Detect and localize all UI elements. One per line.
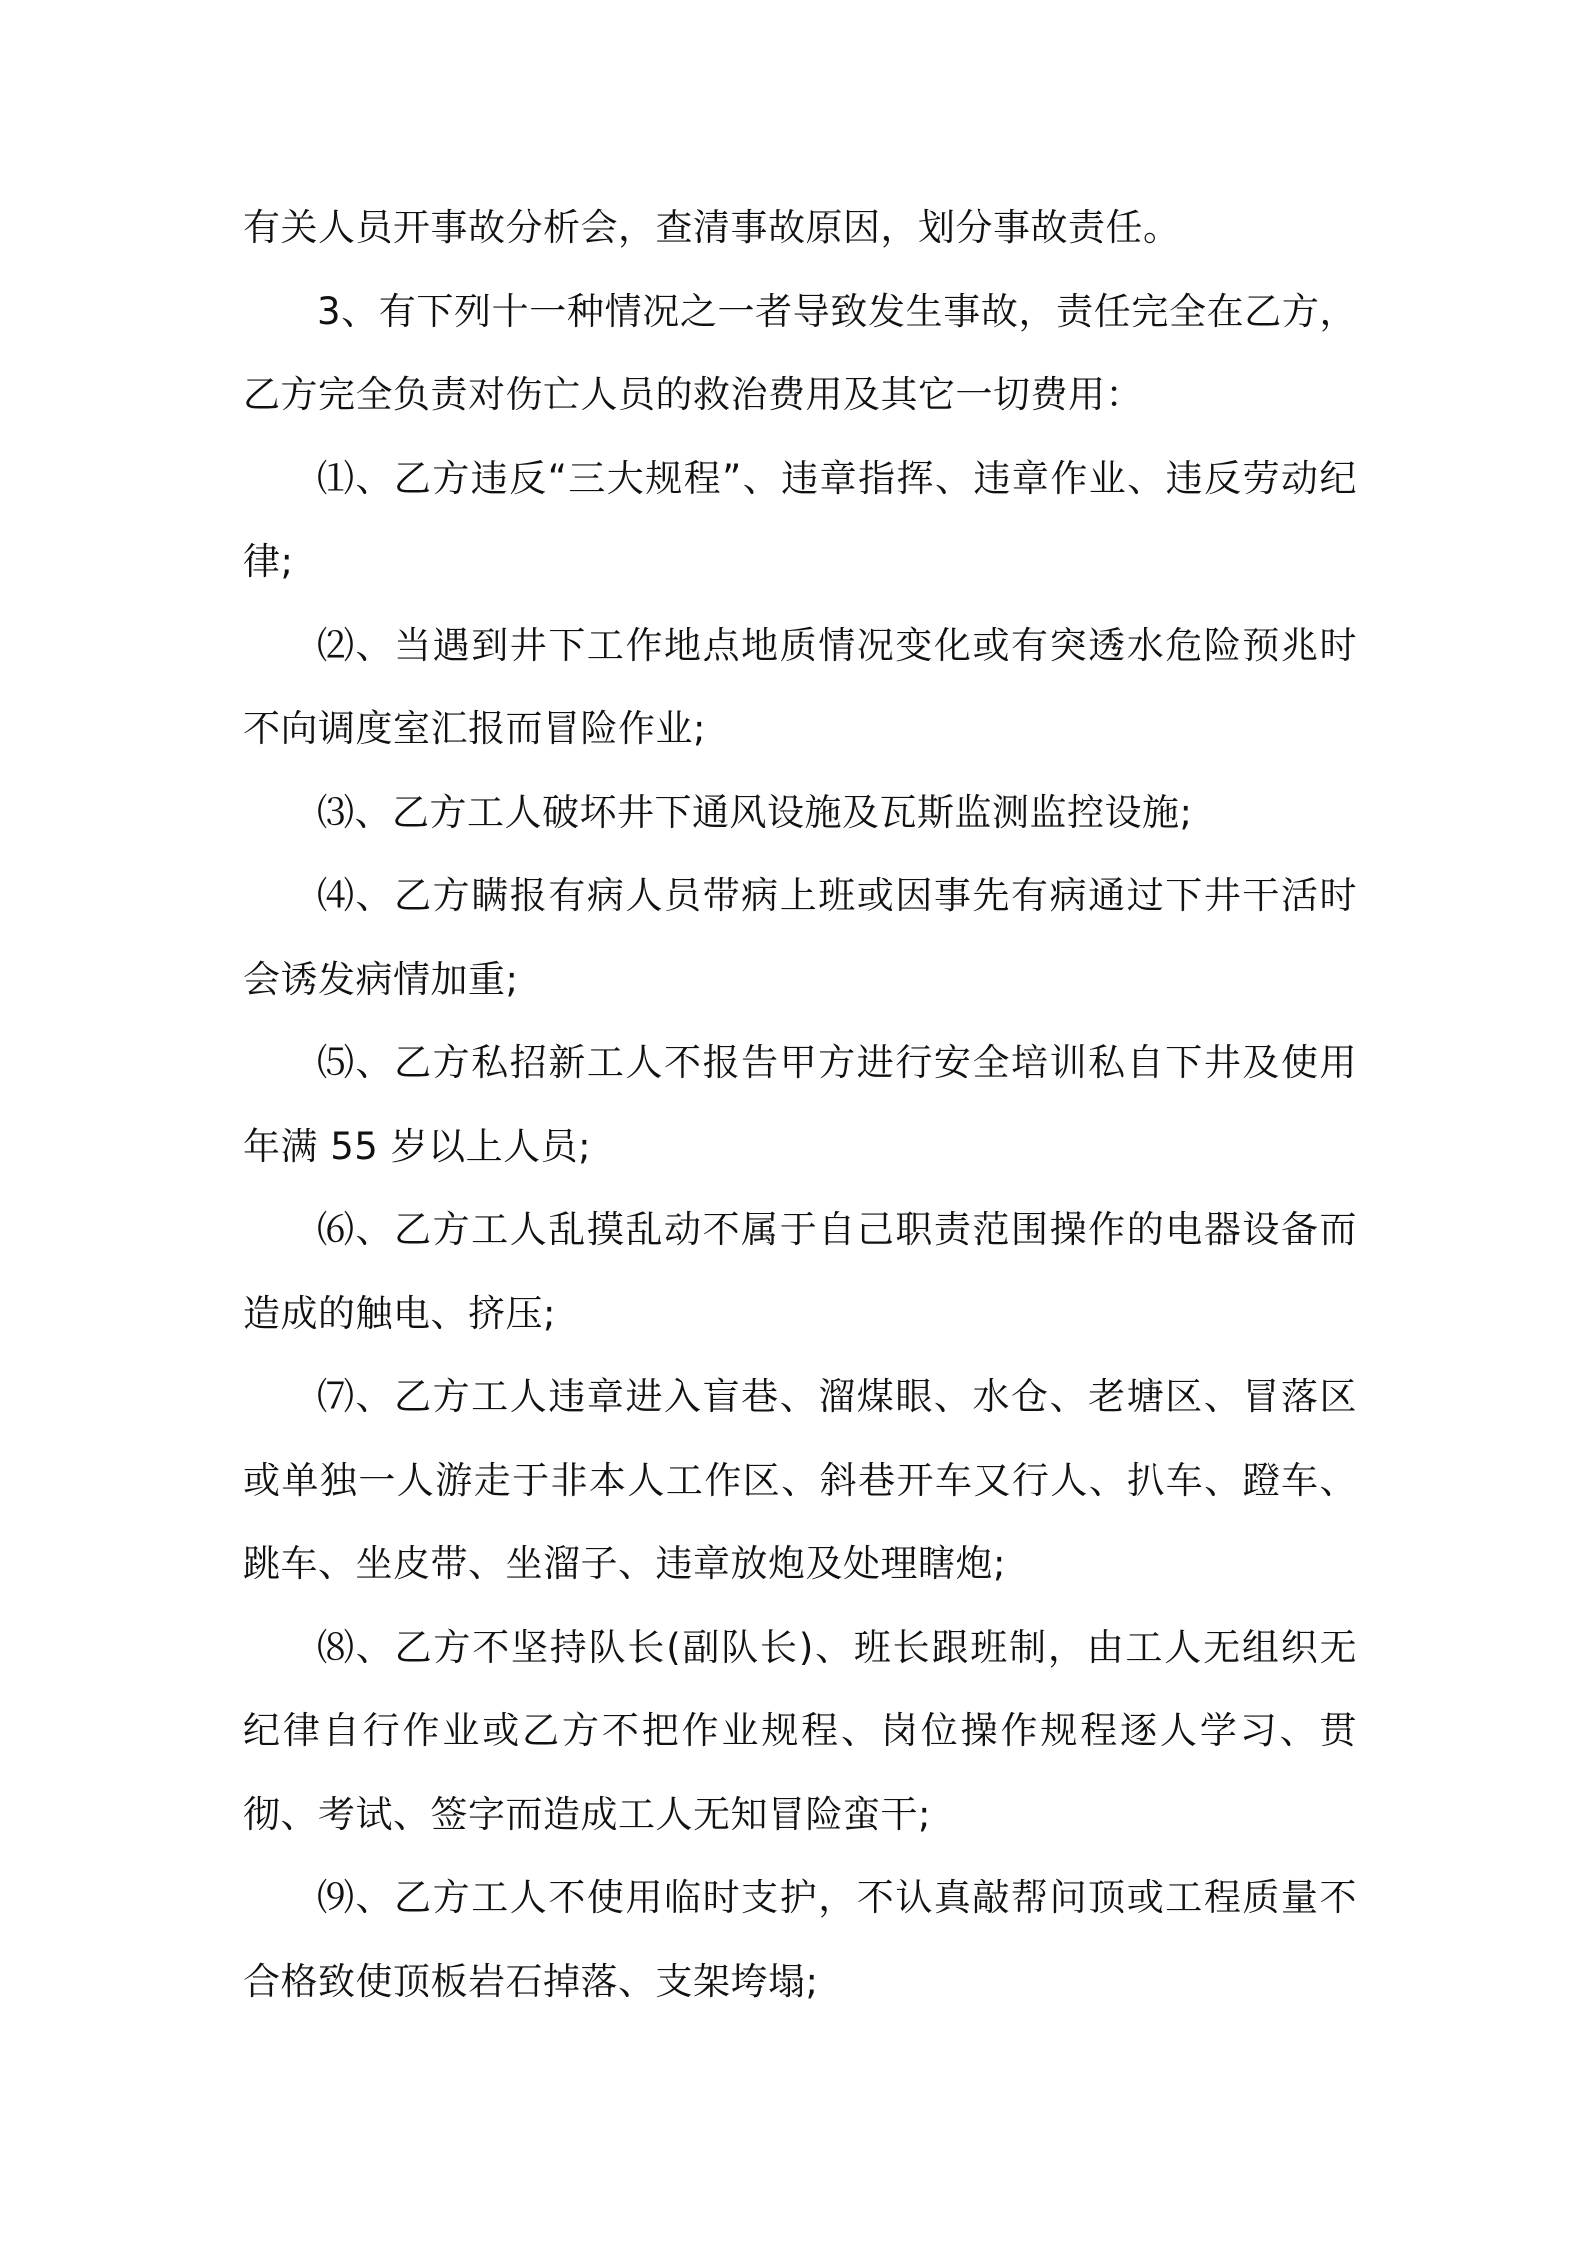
paragraph-clause-3: 3、有下列十一种情况之一者导致发生事故，责任完全在乙方，乙方完全负责对伤亡人员的救治费用及其它一切费用： (243, 289, 1357, 416)
paragraph-accident-analysis: 有关人员开事故分析会，查清事故原因，划分事故责任。 (243, 206, 1181, 249)
paragraph-item-8: ⑻、乙方不坚持队长(副队长)、班长跟班制，由工人无组织无纪律自行作业或乙方不把作业规程、岗位操作规程逐人学习、贯彻、考试、签字而造成工人无知冒险蛮干; (243, 1625, 1357, 1836)
paragraph-item-4: ⑷、乙方瞒报有病人员带病上班或因事先有病通过下井干活时会诱发病情加重; (243, 874, 1357, 1001)
paragraph-item-5: ⑸、乙方私招新工人不报告甲方进行安全培训私自下井及使用年满 55 岁以上人员; (243, 1041, 1357, 1168)
paragraph-item-7: ⑺、乙方工人违章进入盲巷、溜煤眼、水仓、老塘区、冒落区或单独一人游走于非本人工作区、斜巷开车又行人、扒车、蹬车、跳车、坐皮带、坐溜子、违章放炮及处理瞎炮; (243, 1375, 1357, 1585)
paragraph-item-1: ⑴、乙方违反“三大规程”、违章指挥、违章作业、违反劳动纪律; (243, 456, 1357, 583)
document-body (243, 186, 1357, 2023)
paragraph-item-6: ⑹、乙方工人乱摸乱动不属于自己职责范围操作的电器设备而造成的触电、挤压; (243, 1208, 1357, 1335)
paragraph-item-3: ⑶、乙方工人破坏井下通风设施及瓦斯监测监控设施; (317, 790, 1193, 834)
paragraph-item-9: ⑼、乙方工人不使用临时支护，不认真敲帮问顶或工程质量不合格致使顶板岩石掉落、支架垮塌; (243, 1876, 1357, 2003)
paragraph-item-2: ⑵、当遇到井下工作地点地质情况变化或有突透水危险预兆时不向调度室汇报而冒险作业; (243, 623, 1357, 750)
